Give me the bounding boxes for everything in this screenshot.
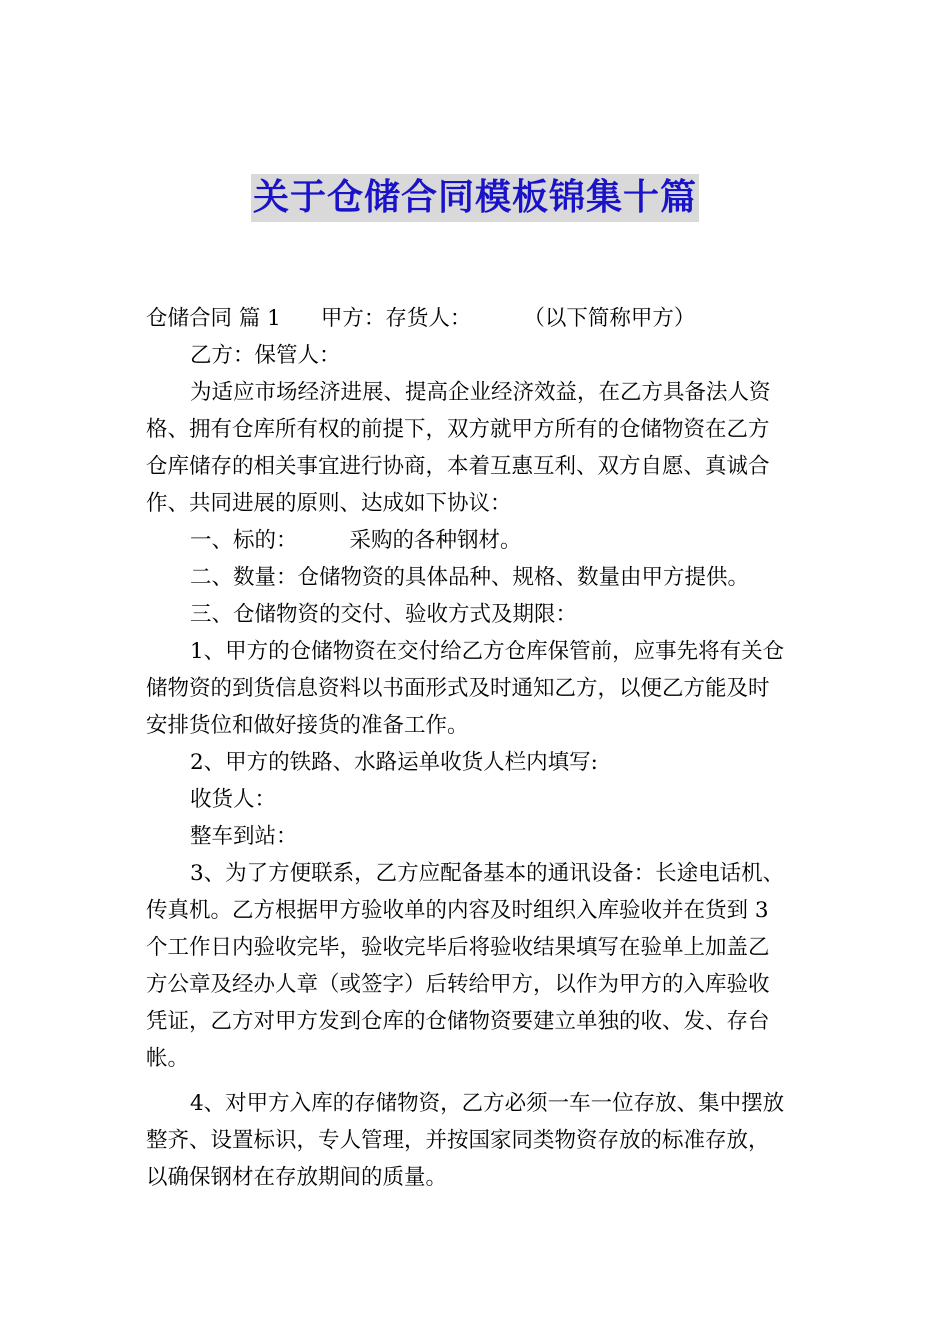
paragraph-line: 安排货位和做好接货的准备工作。 [146,713,469,738]
paragraph-line: 三、仓储物资的交付、验收方式及期限： [190,602,578,627]
party-a-label: 甲方：存货人： [320,306,472,331]
paragraph-line: 储物资的到货信息资料以书面形式及时通知乙方，以便乙方能及时 [146,676,770,701]
document-body [146,300,806,1196]
paragraph-line: 整齐、设置标识，专人管理，并按国家同类物资存放的标准存放， [146,1128,770,1153]
item-subject-line [146,522,806,559]
paragraph-line: 传真机。乙方根据甲方验收单的内容及时组织入库验收并在货到 3 [146,898,769,923]
paragraph-line: 3、为了方便联系，乙方应配备基本的通讯设备：长途电话机、 [190,861,785,886]
item-subject-label: 一、标的： [190,528,298,553]
paragraph-line: 凭证，乙方对甲方发到仓库的仓储物资要建立单独的收、发、存台 [146,1009,770,1034]
paragraph-line: 格、拥有仓库所有权的前提下，双方就甲方所有的仓储物资在乙方 [146,417,770,442]
paragraph-line: 帐。 [146,1046,190,1071]
paragraph-line: 2、甲方的铁路、水路运单收货人栏内填写: [190,750,598,775]
header-line [146,300,806,337]
paragraph-line: 整车到站： [190,824,298,849]
paragraph-line: 作、共同进展的原则、达成如下协议： [146,491,512,516]
paragraph-line: 为适应市场经济进展、提高企业经济效益，在乙方具备法人资 [190,380,771,405]
paragraph-line: 1、甲方的仓储物资在交付给乙方仓库保管前，应事先将有关仓 [190,639,785,664]
paragraph-line: 乙方：保管人： [190,343,341,368]
paragraph-line: 方公章及经办人章（或签字）后转给甲方，以作为甲方的入库验收 [146,972,770,997]
paragraph-line: 仓库储存的相关事宜进行协商，本着互惠互利、双方自愿、真诚合 [146,454,770,479]
title-container [0,174,950,222]
item-subject-value: 采购的各种钢材。 [349,528,522,553]
paragraph-line: 收货人： [190,787,277,812]
paragraph-line: 以确保钢材在存放期间的质量。 [146,1165,448,1190]
party-a-note: （以下简称甲方） [523,306,696,331]
paragraph-line: 个工作日内验收完毕，验收完毕后将验收结果填写在验单上加盖乙 [146,935,770,960]
document-title: 关于仓储合同模板锦集十篇 [251,174,699,222]
paragraph-line: 二、数量：仓储物资的具体品种、规格、数量由甲方提供。 [190,565,750,590]
paragraph-line: 4、对甲方入库的存储物资，乙方必须一车一位存放、集中摆放 [190,1091,785,1116]
section-label: 仓储合同 篇 1 [146,306,281,331]
